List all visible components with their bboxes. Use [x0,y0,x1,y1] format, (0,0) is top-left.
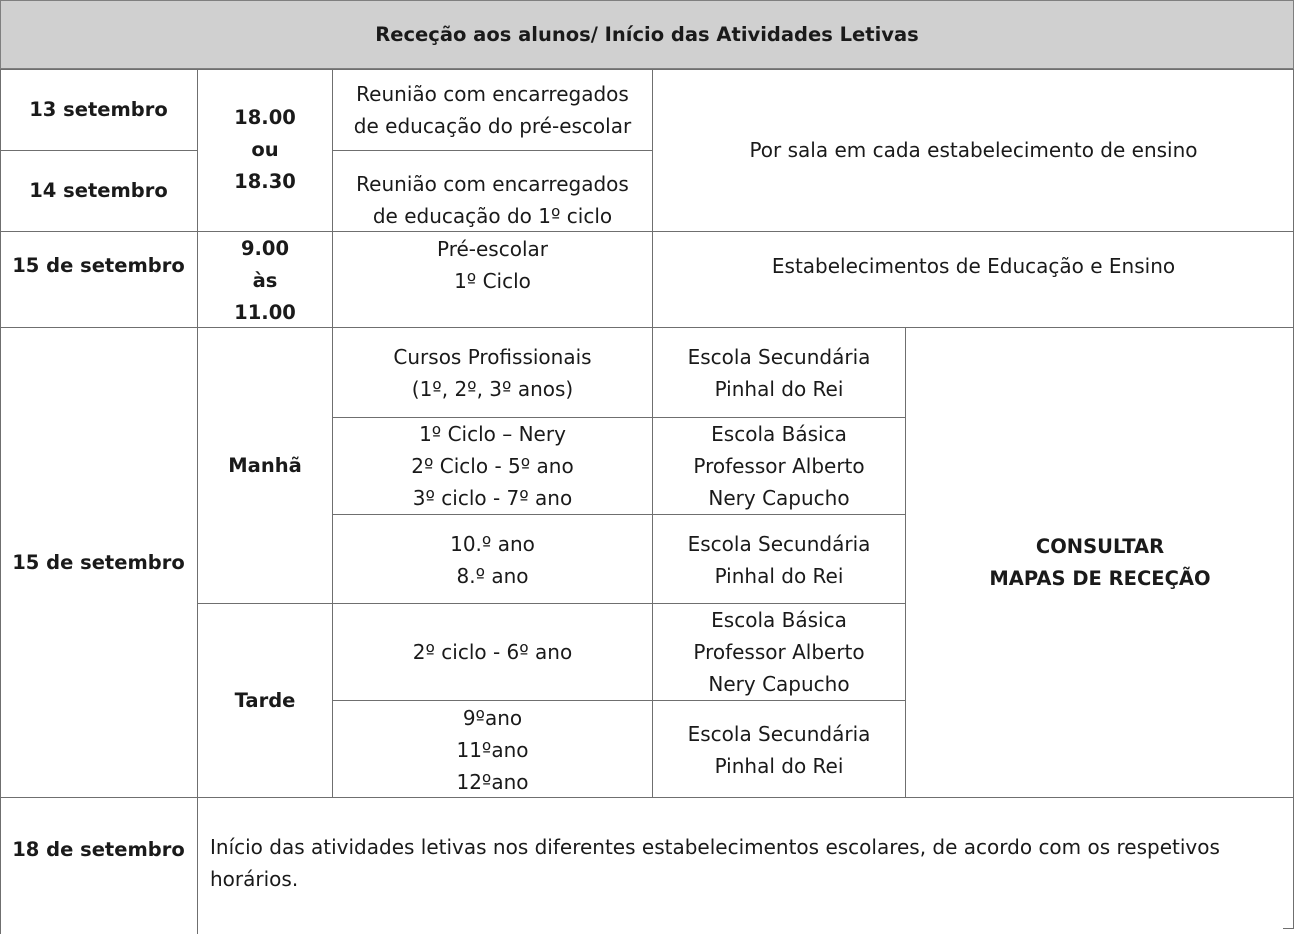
event-line: Reunião com encarregados [356,82,629,106]
grid-line [197,69,198,934]
time-end: 11.00 [234,300,296,324]
date-cell-15-reception [0,328,197,798]
grid-line [333,417,906,418]
date-cell-15-morning-start [0,231,197,328]
time-start: 9.00 [240,236,290,260]
grid-line [333,700,906,701]
grid-line [0,231,1294,232]
time-cell-evening [198,69,332,231]
event-cell-9-11-12-ano [333,701,652,798]
school-line: Escola Básica [711,608,847,632]
school-cell-basica [653,604,905,700]
grid-line [332,69,333,798]
event-line: 1º Ciclo [454,269,531,293]
time-alt: 18.30 [234,170,296,193]
event-line: 9ºano [462,705,523,730]
school-line: Professor Alberto [693,640,865,664]
school-cell-secundaria [653,515,905,604]
event-cell-preschool-1st-cycle [333,233,652,297]
place-text: Estabelecimentos de Educação e Ensino [771,253,1176,278]
event-line: Pré-escolar [436,237,548,261]
grid-line [905,328,906,798]
time-cell-morning [198,233,332,328]
grid-line [0,150,197,151]
event-line: 12ºano [456,769,529,794]
time-start: 18.00 [234,106,296,129]
event-line: 2º Ciclo - 5º ano [411,454,574,478]
date-14-setembro: 14 setembro [29,179,168,202]
date-15-setembro: 15 de setembro [12,253,185,277]
grid-line [652,69,653,798]
time-or: ou [251,138,279,161]
period-cell-morning [198,328,332,604]
note-line: MAPAS DE RECEÇÃO [989,567,1211,590]
event-cell-1st-cycle-meeting [333,151,652,231]
event-line: 3º ciclo - 7º ano [412,486,573,510]
date-15-setembro: 15 de setembro [12,551,185,574]
period-morning: Manhã [228,454,302,477]
place-text: Por sala em cada estabelecimento de ensino [749,138,1198,162]
school-line: Escola Secundária [687,721,871,746]
grid-line [0,327,1294,328]
table-title: Receção aos alunos/ Início das Atividades Letivas [375,22,919,46]
event-cell-professional-courses [333,328,652,417]
grid-line [198,603,906,604]
grid-line [333,150,653,151]
school-line: Nery Capucho [708,486,850,510]
place-cell-establishments [653,231,1294,328]
start-text-line: Início das atividades letivas nos diferentes estabelecimentos escolares, de acordo com os respetivos [210,835,1220,859]
period-cell-afternoon [198,604,332,798]
event-line: de educação do 1º ciclo [372,204,613,228]
event-cell-preschool-meeting [333,69,652,151]
place-cell-per-room [653,69,1294,231]
school-line: Professor Alberto [693,454,865,478]
event-line: 2º ciclo - 6º ano [412,640,573,664]
start-text-line: horários. [210,867,299,891]
event-line: (1º, 2º, 3º anos) [411,376,574,401]
event-line: Reunião com encarregados [356,172,629,196]
school-line: Pinhal do Rei [714,563,844,588]
event-cell-2nd-cycle-6-ano [333,604,652,700]
event-line: 10.º ano [450,531,535,556]
date-13-setembro: 13 setembro [29,98,168,121]
grid-line [333,514,906,515]
date-cell-14 [0,151,197,231]
school-cell-secundaria [653,701,905,798]
event-line: 1º Ciclo – Nery [419,422,566,446]
school-line: Escola Secundária [687,531,871,556]
event-cell-10-8-ano [333,515,652,604]
event-cell-nery-cycles [333,418,652,514]
table-title-cell [0,0,1294,69]
event-line: de educação do pré-escolar [353,114,632,138]
school-cell-basica [653,418,905,514]
school-line: Escola Secundária [687,344,871,369]
event-line: 8.º ano [456,563,529,588]
time-to: às [252,268,278,292]
note-cell-consult-maps [906,328,1294,798]
grid-line [0,69,1294,70]
school-line: Pinhal do Rei [714,753,844,778]
grid-line [1293,69,1294,929]
school-line: Nery Capucho [708,672,850,696]
event-line: Cursos Profissionais [393,344,592,369]
school-cell-secundaria [653,328,905,417]
start-of-classes-cell [198,798,1294,932]
school-line: Pinhal do Rei [714,376,844,401]
period-afternoon: Tarde [234,689,296,712]
school-line: Escola Básica [711,422,847,446]
event-line: 11ºano [456,737,529,762]
date-cell-13 [0,69,197,151]
grid-line [0,797,1294,798]
date-cell-18 [0,798,197,902]
date-18-setembro: 18 de setembro [12,838,185,861]
grid-line [0,69,1,934]
grid-line [1283,928,1294,929]
note-line: CONSULTAR [1035,535,1165,558]
